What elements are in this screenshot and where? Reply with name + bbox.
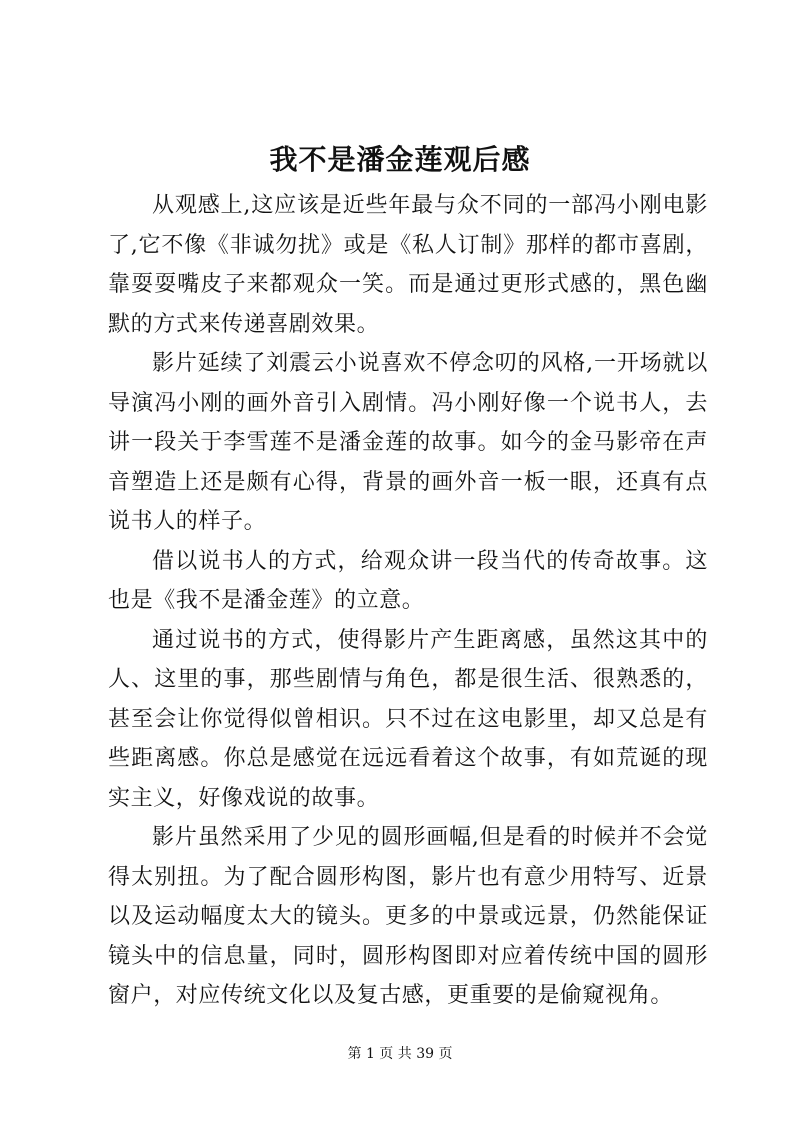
paragraph: 借以说书人的方式，给观众讲一段当代的传奇故事。这也是《我不是潘金莲》的立意。 (108, 548, 708, 613)
paragraph: 影片延续了刘震云小说喜欢不停念叨的风格,一开场就以导演冯小刚的画外音引入剧情。冯小刚好像一个说书人，去讲一段关于李雪莲不是潘金莲的故事。如今的金马影帝在声音塑造上还是颇有心得，背景的画外音一板一眼，还真有点说书人的样子。 (108, 351, 708, 534)
document-title: 我不是潘金莲观后感 (269, 143, 531, 176)
paragraph: 通过说书的方式，使得影片产生距离感，虽然这其中的人、这里的事，那些剧情与角色，都是很生活、很熟悉的，甚至会让你觉得似曾相识。只不过在这电影里，却又总是有些距离感。你总是感觉在远远看着这个故事，有如荒诞的现实主义，好像戏说的故事。 (108, 627, 708, 811)
paragraph: 影片虽然采用了少见的圆形画幅,但是看的时候并不会觉得太别扭。为了配合圆形构图，影片也有意少用特写、近景以及运动幅度太大的镜头。更多的中景或远景，仍然能保证镜头中的信息量，同时，圆形构图即对应着传统中国的圆形窗户，对应传统文化以及复古感，更重要的是偷窥视角。 (108, 825, 708, 1008)
page-number-footer: 第 1 页 共 39 页 (347, 1046, 453, 1062)
paragraph: 从观感上,这应该是近些年最与众不同的一部冯小刚电影了,它不像《非诚勿扰》或是《私人订制》那样的都市喜剧，靠耍耍嘴皮子来都观众一笑。而是通过更形式感的，黑色幽默的方式来传递喜剧效果。 (108, 193, 708, 337)
document-body (108, 186, 708, 1016)
